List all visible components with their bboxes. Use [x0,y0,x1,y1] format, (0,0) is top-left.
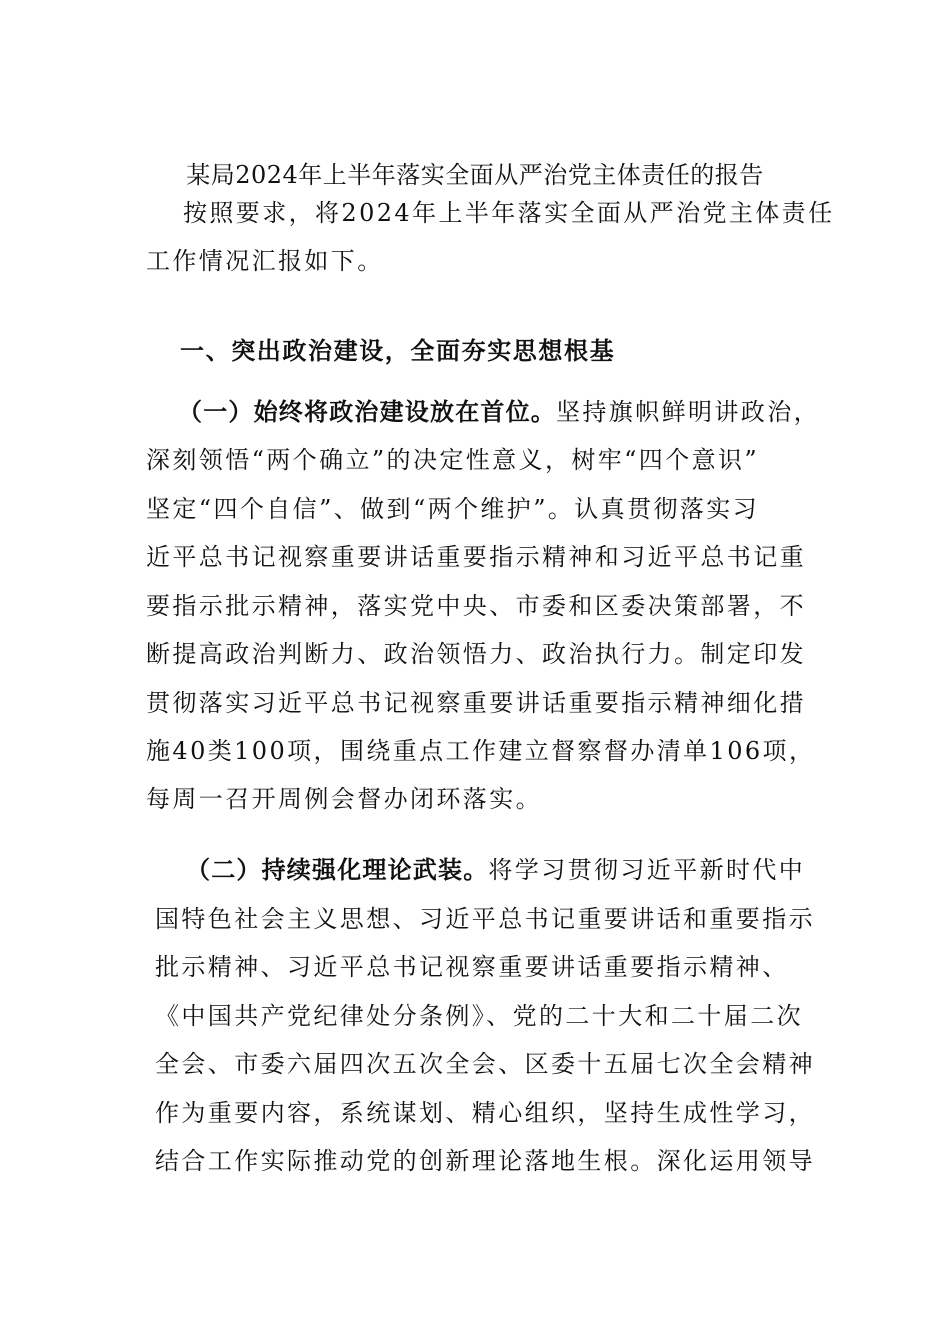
para1-lead-heading: （一）始终将政治建设放在首位。 [178,397,556,426]
intro-line-1: 按照要求，将2024年上半年落实全面从严治党主体责任 [183,199,835,227]
para1-line: 近平总书记视察重要讲话重要指示精神和习近平总书记重 [146,543,806,571]
para2-line: 国特色社会主义思想、习近平总书记重要讲话和重要指示 [155,905,815,933]
para1-line: 要指示批示精神，落实党中央、市委和区委决策部署，不 [146,592,806,620]
intro-line-2: 工作情况汇报如下。 [146,247,384,275]
para2-line: 作为重要内容，系统谋划、精心组织，坚持生成性学习， [155,1099,815,1127]
para1-line: 断提高政治判断力、政治领悟力、政治执行力。制定印发 [146,640,806,668]
para1-first-line-text: 坚持旗帜鲜明讲政治， [556,398,820,426]
para1-first-line [178,396,820,428]
para2-line: 批示精神、习近平总书记视察重要讲话重要指示精神、 [155,953,789,981]
para2-line: 《中国共产党纪律处分条例》、党的二十大和二十届二次 [155,1002,803,1030]
document-title: 某局2024年上半年落实全面从严治党主体责任的报告 [186,161,764,189]
para1-line: 深刻领悟“两个确立”的决定性意义，树牢“四个意识” [146,446,760,474]
para2-lead-heading: （二）持续强化理论武装。 [186,855,489,884]
para2-line: 结合工作实际推动党的创新理论落地生根。深化运用领导 [155,1147,815,1175]
para1-line: 施40类100项，围绕重点工作建立督察督办清单106项， [146,737,816,765]
section-heading-1: 一、突出政治建设，全面夯实思想根基 [180,336,616,365]
para1-line: 坚定“四个自信”、做到“两个维护”。认真贯彻落实习 [146,495,760,523]
para2-first-line [186,854,805,886]
para1-line: 每周一召开周例会督办闭环落实。 [146,785,542,813]
para1-line: 贯彻落实习近平总书记视察重要讲话重要指示精神细化措 [146,689,806,717]
para2-first-line-text: 将学习贯彻习近平新时代中 [488,856,806,884]
para2-line: 全会、市委六届四次五次全会、区委十五届七次全会精神 [155,1050,815,1078]
